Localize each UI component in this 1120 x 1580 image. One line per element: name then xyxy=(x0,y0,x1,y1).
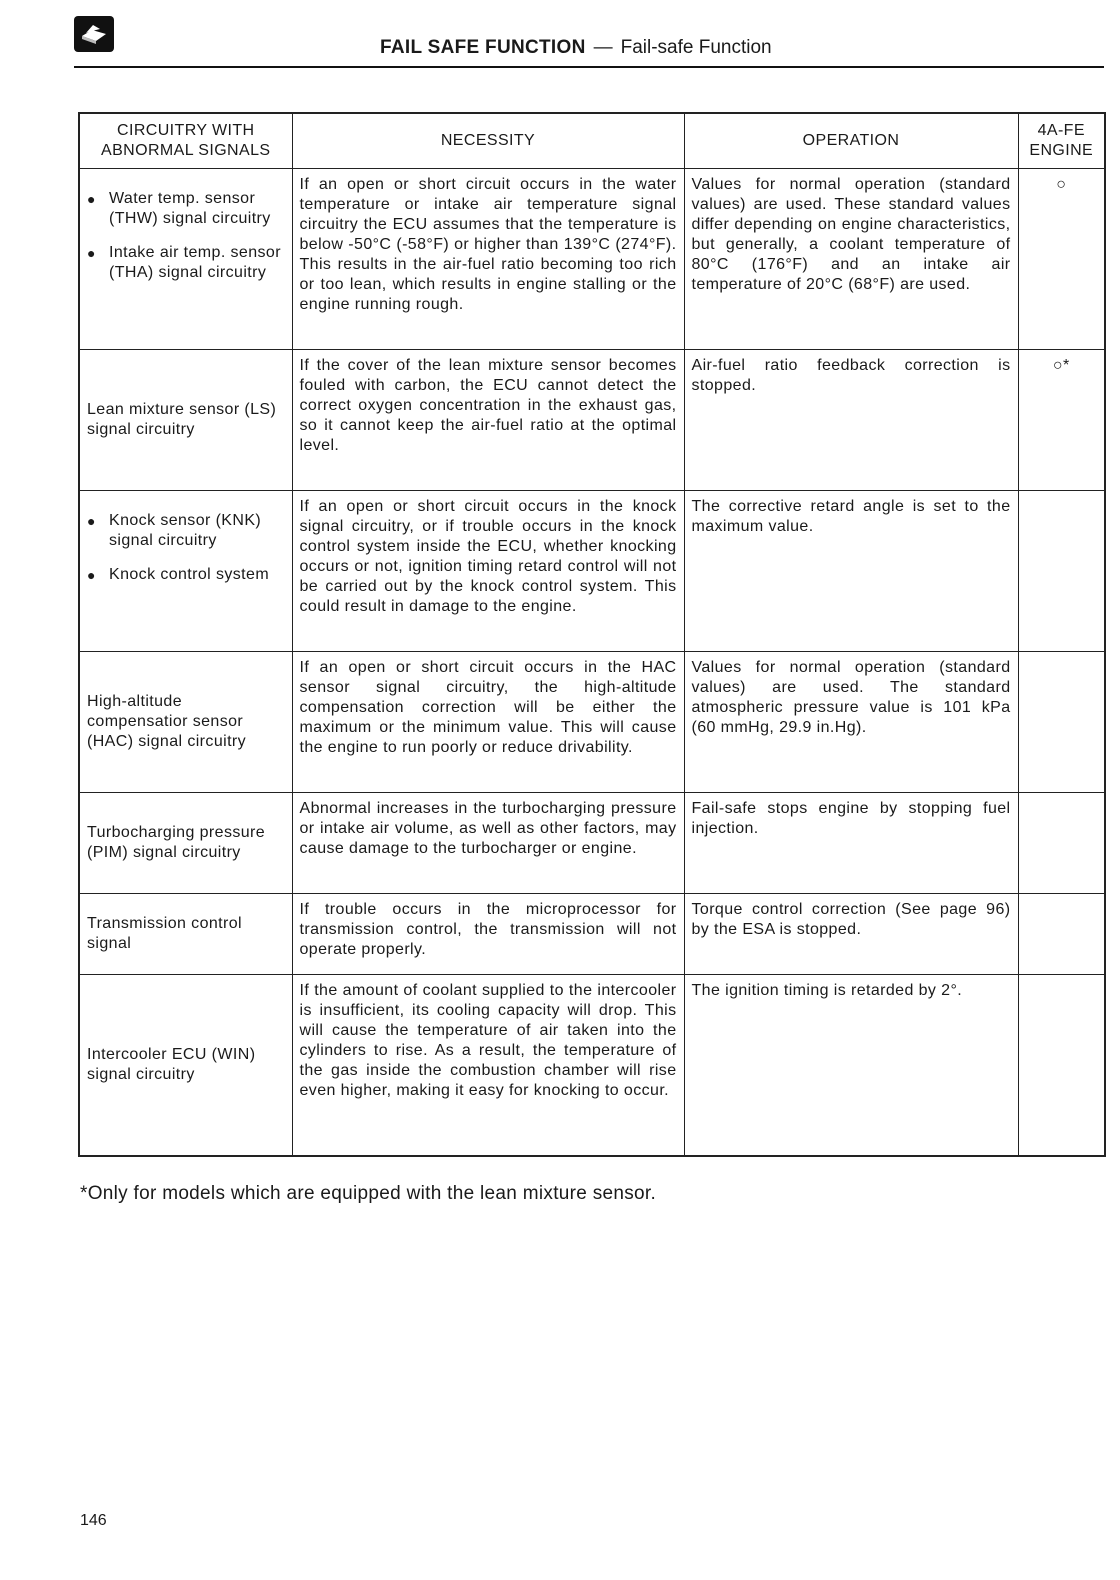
operation-cell: The ignition timing is retarded by 2°. xyxy=(684,975,1018,1156)
bullet-icon: ● xyxy=(87,567,96,583)
table-row xyxy=(79,975,1105,1156)
necessity-cell: Abnormal increases in the turbocharging pressure or intake air volume, as well as other factors, may cause damage to the turbocharger or engine. xyxy=(292,793,684,894)
table-row xyxy=(79,169,1105,350)
engine-cell xyxy=(1018,652,1105,793)
circuitry-cell: High-altitude compensatior sensor (HAC) signal circuitry xyxy=(79,652,292,793)
engine-cell: ○* xyxy=(1018,350,1105,491)
operation-cell: Torque control correction (See page 96) by the ESA is stopped. xyxy=(684,894,1018,975)
bullet-icon: ● xyxy=(87,513,96,529)
necessity-cell: If the amount of coolant supplied to the intercooler is insufficient, its cooling capacity will drop. This will cause the temperature of air taken into the cylinders to rise. As a result, the temperature of the gas inside the combustion chamber will rise even higher, making it easy for knocking to occur. xyxy=(292,975,684,1156)
engine-cell xyxy=(1018,793,1105,894)
necessity-cell: If an open or short circuit occurs in the HAC sensor signal circuitry, the high-altitude compensation correction will be either the maximum or the minimum value. This will cause the engine to run poorly or reduce drivability. xyxy=(292,652,684,793)
header-operation: OPERATION xyxy=(684,113,1018,169)
necessity-cell: If an open or short circuit occurs in the knock signal circuitry, or if trouble occurs in the knock control system inside the ECU, whether knocking occurs or not, ignition timing retard control will not be carried out by the knock control system. This could result in damage to the engine. xyxy=(292,491,684,652)
circuitry-list-item: ● Knock control system xyxy=(87,566,270,583)
manual-logo-icon xyxy=(74,16,114,52)
engine-cell: ○ xyxy=(1018,169,1105,350)
necessity-cell: If an open or short circuit occurs in the water temperature or intake air temperature signal circuitry the ECU assumes that the temperature is below -50°C (-58°F) or higher than 139°C (274°F). This results in the air-fuel ratio becoming too rich or too lean, which results in engine stalling or the engine running rough. xyxy=(292,169,684,350)
bullet-icon: ● xyxy=(87,191,96,207)
circuitry-list-item: ● Intake air temp. sensor (THA) signal circuitry xyxy=(87,244,281,281)
engine-cell xyxy=(1018,894,1105,975)
bullet-icon: ● xyxy=(87,245,96,261)
circuitry-cell: Turbocharging pressure (PIM) signal circuitry xyxy=(79,793,292,894)
table-row xyxy=(79,652,1105,793)
table-row xyxy=(79,894,1105,975)
circuitry-cell: Intercooler ECU (WIN) signal circuitry xyxy=(79,975,292,1156)
operation-cell: Fail-safe stops engine by stopping fuel injection. xyxy=(684,793,1018,894)
circuitry-list-item: ● Water temp. sensor (THW) signal circuitry xyxy=(87,190,271,227)
page-header xyxy=(380,37,772,59)
fail-safe-table xyxy=(78,112,1106,1157)
footnote: *Only for models which are equipped with the lean mixture sensor. xyxy=(80,1183,657,1204)
title-separator: — xyxy=(593,37,613,58)
necessity-cell: If trouble occurs in the microprocessor for transmission control, the transmission will not operate properly. xyxy=(292,894,684,975)
circuitry-cell xyxy=(79,491,292,652)
circuitry-cell: Lean mixture sensor (LS) signal circuitry xyxy=(79,350,292,491)
header-rule xyxy=(74,66,1104,68)
operation-cell: The corrective retard angle is set to the maximum value. xyxy=(684,491,1018,652)
table-row xyxy=(79,491,1105,652)
header-circuitry: CIRCUITRY WITH ABNORMAL SIGNALS xyxy=(79,113,292,169)
section-title: FAIL SAFE FUNCTION xyxy=(380,37,586,58)
operation-cell: Values for normal operation (standard values) are used. The standard atmospheric pressure value is 101 kPa (60 mmHg, 29.9 in.Hg). xyxy=(684,652,1018,793)
operation-cell: Values for normal operation (standard values) are used. These standard values differ depending on engine characteristics, but generally, a coolant temperature of 80°C (176°F) and an intake air temperature of 20°C (68°F) are used. xyxy=(684,169,1018,350)
table-row xyxy=(79,793,1105,894)
circuitry-list-item: ● Knock sensor (KNK) signal circuitry xyxy=(87,512,262,549)
header-necessity: NECESSITY xyxy=(292,113,684,169)
page-number: 146 xyxy=(80,1512,107,1529)
table-header-row xyxy=(79,113,1105,169)
engine-cell xyxy=(1018,975,1105,1156)
necessity-cell: If the cover of the lean mixture sensor becomes fouled with carbon, the ECU cannot detect the correct oxygen concentration in the exhaust gas, so it cannot keep the air-fuel ratio at the optimal level. xyxy=(292,350,684,491)
circuitry-cell xyxy=(79,169,292,350)
table-row xyxy=(79,350,1105,491)
engine-cell xyxy=(1018,491,1105,652)
circuitry-cell: Transmission control signal xyxy=(79,894,292,975)
header-engine: 4A-FE ENGINE xyxy=(1018,113,1105,169)
section-subtitle: Fail-safe Function xyxy=(620,37,772,58)
operation-cell: Air-fuel ratio feedback correction is stopped. xyxy=(684,350,1018,491)
